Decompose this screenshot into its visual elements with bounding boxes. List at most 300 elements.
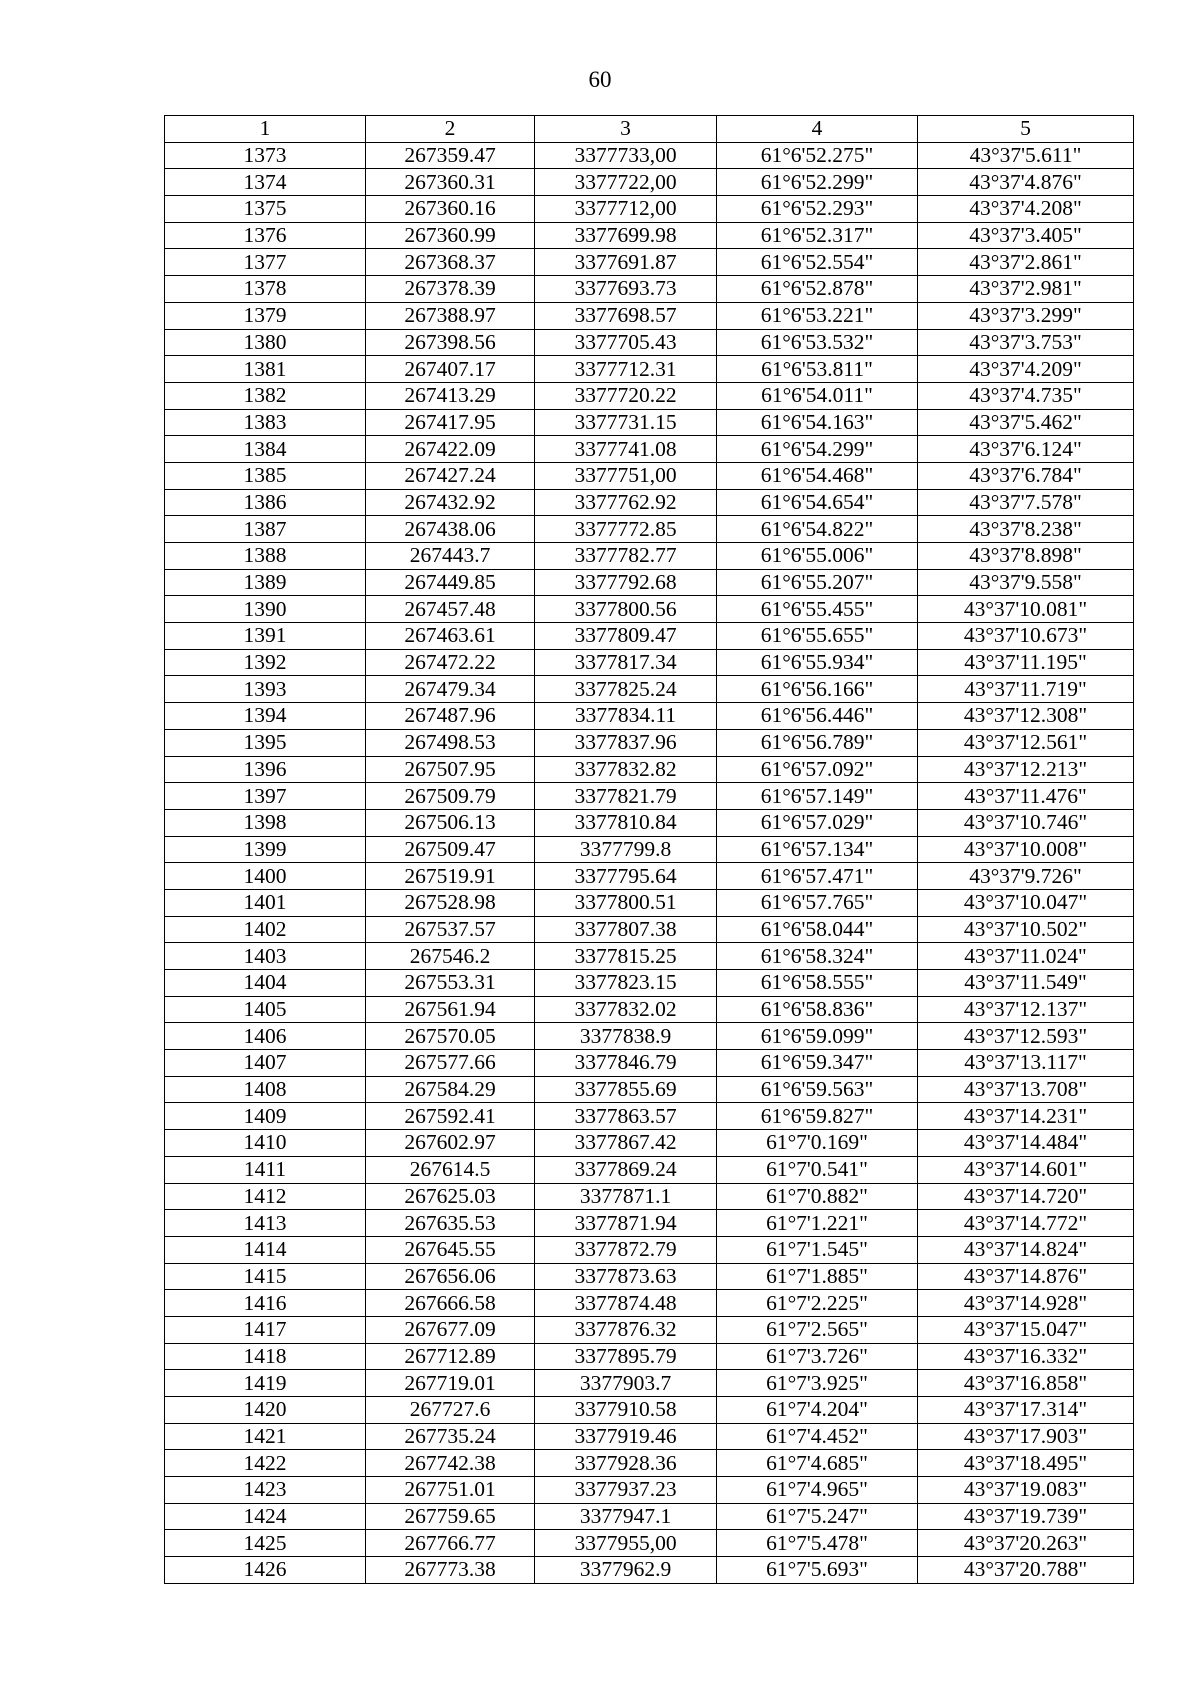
table-cell: 1396: [165, 756, 366, 783]
table-cell: 1383: [165, 409, 366, 436]
table-cell: 61°7'0.169": [717, 1130, 918, 1157]
table-cell: 3377937.23: [535, 1477, 717, 1504]
table-cell: 43°37'11.024": [918, 943, 1134, 970]
table-cell: 267719.01: [366, 1370, 535, 1397]
table-cell: 1377: [165, 249, 366, 276]
table-cell: 43°37'12.308": [918, 703, 1134, 730]
table-cell: 43°37'16.858": [918, 1370, 1134, 1397]
table-cell: 1389: [165, 569, 366, 596]
table-cell: 61°7'2.225": [717, 1290, 918, 1317]
table-row: [165, 462, 1134, 489]
table-cell: 61°6'54.011": [717, 382, 918, 409]
table-cell: 61°6'52.293": [717, 196, 918, 223]
table-cell: 43°37'6.124": [918, 436, 1134, 463]
table-cell: 43°37'17.903": [918, 1423, 1134, 1450]
table-row: [165, 943, 1134, 970]
table-cell: 3377705.43: [535, 329, 717, 356]
table-cell: 1409: [165, 1103, 366, 1130]
table-cell: 3377712,00: [535, 196, 717, 223]
table-cell: 267759.65: [366, 1503, 535, 1530]
table-cell: 61°6'58.836": [717, 996, 918, 1023]
table-cell: 1417: [165, 1316, 366, 1343]
table-row: [165, 1130, 1134, 1157]
table-cell: 267449.85: [366, 569, 535, 596]
table-cell: 3377699.98: [535, 222, 717, 249]
table-cell: 3377741.08: [535, 436, 717, 463]
table-cell: 61°7'4.452": [717, 1423, 918, 1450]
table-cell: 1386: [165, 489, 366, 516]
table-cell: 267592.41: [366, 1103, 535, 1130]
table-row: [165, 489, 1134, 516]
table-row: [165, 783, 1134, 810]
table-cell: 3377910.58: [535, 1397, 717, 1424]
table-cell: 267645.55: [366, 1236, 535, 1263]
table-cell: 267368.37: [366, 249, 535, 276]
table-cell: 1376: [165, 222, 366, 249]
table-cell: 43°37'11.195": [918, 649, 1134, 676]
table-cell: 267422.09: [366, 436, 535, 463]
table-cell: 3377832.82: [535, 756, 717, 783]
table-row: [165, 1076, 1134, 1103]
table-cell: 43°37'14.824": [918, 1236, 1134, 1263]
table-row: [165, 1450, 1134, 1477]
table-cell: 267584.29: [366, 1076, 535, 1103]
table-cell: 1425: [165, 1530, 366, 1557]
table-row: [165, 1530, 1134, 1557]
table-cell: 43°37'13.117": [918, 1050, 1134, 1077]
table-cell: 1382: [165, 382, 366, 409]
table-row: [165, 1316, 1134, 1343]
table-cell: 61°6'55.655": [717, 623, 918, 650]
table-cell: 43°37'10.047": [918, 889, 1134, 916]
table-row: [165, 596, 1134, 623]
table-cell: 267751.01: [366, 1477, 535, 1504]
table-cell: 61°6'57.134": [717, 836, 918, 863]
table-cell: 1421: [165, 1423, 366, 1450]
table-cell: 43°37'12.213": [918, 756, 1134, 783]
table-cell: 43°37'8.898": [918, 543, 1134, 570]
table-cell: 43°37'5.611": [918, 142, 1134, 169]
table-cell: 267677.09: [366, 1316, 535, 1343]
table-cell: 3377691.87: [535, 249, 717, 276]
coordinates-table: [164, 115, 1134, 1584]
table-cell: 3377800.56: [535, 596, 717, 623]
table-cell: 267773.38: [366, 1557, 535, 1584]
table-cell: 61°6'54.468": [717, 462, 918, 489]
table-cell: 3377955,00: [535, 1530, 717, 1557]
table-cell: 3377872.79: [535, 1236, 717, 1263]
table-cell: 3377731.15: [535, 409, 717, 436]
table-cell: 1393: [165, 676, 366, 703]
table-cell: 61°6'52.275": [717, 142, 918, 169]
table-cell: 1399: [165, 836, 366, 863]
table-row: [165, 142, 1134, 169]
table-cell: 1401: [165, 889, 366, 916]
column-header: 5: [918, 116, 1134, 143]
table-cell: 43°37'13.708": [918, 1076, 1134, 1103]
table-cell: 267553.31: [366, 970, 535, 997]
table-cell: 3377825.24: [535, 676, 717, 703]
table-row: [165, 169, 1134, 196]
table-cell: 3377876.32: [535, 1316, 717, 1343]
table-cell: 1415: [165, 1263, 366, 1290]
table-cell: 1395: [165, 729, 366, 756]
table-cell: 3377762.92: [535, 489, 717, 516]
table-cell: 1407: [165, 1050, 366, 1077]
table-cell: 3377782.77: [535, 543, 717, 570]
table-cell: 3377919.46: [535, 1423, 717, 1450]
table-row: [165, 1103, 1134, 1130]
table-cell: 61°7'4.965": [717, 1477, 918, 1504]
table-cell: 61°6'57.092": [717, 756, 918, 783]
table-cell: 267498.53: [366, 729, 535, 756]
table-row: [165, 436, 1134, 463]
table-cell: 61°6'56.166": [717, 676, 918, 703]
table-cell: 61°6'52.317": [717, 222, 918, 249]
table-cell: 267479.34: [366, 676, 535, 703]
table-row: [165, 729, 1134, 756]
table-cell: 3377807.38: [535, 916, 717, 943]
table-cell: 61°6'52.299": [717, 169, 918, 196]
table-cell: 3377838.9: [535, 1023, 717, 1050]
table-cell: 1413: [165, 1210, 366, 1237]
table-cell: 1410: [165, 1130, 366, 1157]
table-row: [165, 863, 1134, 890]
table-cell: 1402: [165, 916, 366, 943]
table-row: [165, 623, 1134, 650]
table-cell: 43°37'4.735": [918, 382, 1134, 409]
table-cell: 267443.7: [366, 543, 535, 570]
table-cell: 267438.06: [366, 516, 535, 543]
table-cell: 43°37'12.561": [918, 729, 1134, 756]
table-cell: 267561.94: [366, 996, 535, 1023]
table-row: [165, 1370, 1134, 1397]
table-cell: 267360.99: [366, 222, 535, 249]
table-row: [165, 1503, 1134, 1530]
table-cell: 267413.29: [366, 382, 535, 409]
table-cell: 1404: [165, 970, 366, 997]
table-cell: 1416: [165, 1290, 366, 1317]
table-row: [165, 836, 1134, 863]
table-cell: 43°37'2.981": [918, 276, 1134, 303]
table-cell: 1390: [165, 596, 366, 623]
table-cell: 61°6'54.163": [717, 409, 918, 436]
table-cell: 3377712.31: [535, 356, 717, 383]
table-cell: 267378.39: [366, 276, 535, 303]
table-cell: 3377720.22: [535, 382, 717, 409]
table-row: [165, 1210, 1134, 1237]
table-cell: 61°6'53.221": [717, 302, 918, 329]
table-cell: 61°7'0.882": [717, 1183, 918, 1210]
table-row: [165, 382, 1134, 409]
table-cell: 1378: [165, 276, 366, 303]
table-cell: 43°37'19.083": [918, 1477, 1134, 1504]
table-cell: 3377733,00: [535, 142, 717, 169]
table-cell: 1379: [165, 302, 366, 329]
table-cell: 61°6'55.207": [717, 569, 918, 596]
table-cell: 43°37'19.739": [918, 1503, 1134, 1530]
table-cell: 3377792.68: [535, 569, 717, 596]
table-row: [165, 809, 1134, 836]
table-cell: 61°6'54.822": [717, 516, 918, 543]
table-cell: 1374: [165, 169, 366, 196]
table-cell: 267463.61: [366, 623, 535, 650]
table-body: [165, 142, 1134, 1583]
table-cell: 43°37'14.484": [918, 1130, 1134, 1157]
table-cell: 61°7'1.221": [717, 1210, 918, 1237]
table-cell: 267472.22: [366, 649, 535, 676]
table-cell: 43°37'10.502": [918, 916, 1134, 943]
table-cell: 1414: [165, 1236, 366, 1263]
table-cell: 43°37'12.137": [918, 996, 1134, 1023]
table-cell: 3377817.34: [535, 649, 717, 676]
table-cell: 43°37'9.726": [918, 863, 1134, 890]
table-row: [165, 1023, 1134, 1050]
table-cell: 3377947.1: [535, 1503, 717, 1530]
table-cell: 1394: [165, 703, 366, 730]
table-cell: 1418: [165, 1343, 366, 1370]
table-row: [165, 1397, 1134, 1424]
table-cell: 3377962.9: [535, 1557, 717, 1584]
table-cell: 3377869.24: [535, 1156, 717, 1183]
table-cell: 267407.17: [366, 356, 535, 383]
table-cell: 3377698.57: [535, 302, 717, 329]
table-cell: 267398.56: [366, 329, 535, 356]
table-cell: 43°37'11.549": [918, 970, 1134, 997]
table-cell: 3377837.96: [535, 729, 717, 756]
table-cell: 43°37'3.299": [918, 302, 1134, 329]
table-cell: 61°7'2.565": [717, 1316, 918, 1343]
table-cell: 267487.96: [366, 703, 535, 730]
table-cell: 3377810.84: [535, 809, 717, 836]
table-cell: 1400: [165, 863, 366, 890]
table-row: [165, 1236, 1134, 1263]
table-row: [165, 276, 1134, 303]
table-cell: 267727.6: [366, 1397, 535, 1424]
table-row: [165, 516, 1134, 543]
table-cell: 61°6'52.878": [717, 276, 918, 303]
table-cell: 1392: [165, 649, 366, 676]
table-row: [165, 543, 1134, 570]
table-cell: 3377800.51: [535, 889, 717, 916]
table-cell: 43°37'11.476": [918, 783, 1134, 810]
table-cell: 1397: [165, 783, 366, 810]
table-cell: 1398: [165, 809, 366, 836]
table-cell: 3377874.48: [535, 1290, 717, 1317]
table-cell: 61°6'59.827": [717, 1103, 918, 1130]
table-cell: 61°6'57.471": [717, 863, 918, 890]
table-cell: 61°7'1.545": [717, 1236, 918, 1263]
table-cell: 43°37'10.673": [918, 623, 1134, 650]
table-cell: 43°37'14.720": [918, 1183, 1134, 1210]
table-cell: 61°6'57.765": [717, 889, 918, 916]
table-cell: 61°6'58.555": [717, 970, 918, 997]
table-row: [165, 703, 1134, 730]
table-row: [165, 649, 1134, 676]
table-cell: 1388: [165, 543, 366, 570]
table-cell: 3377873.63: [535, 1263, 717, 1290]
table-cell: 267519.91: [366, 863, 535, 890]
table-cell: 1423: [165, 1477, 366, 1504]
table-row: [165, 1477, 1134, 1504]
table-row: [165, 970, 1134, 997]
table-cell: 1385: [165, 462, 366, 489]
table-row: [165, 1343, 1134, 1370]
table-cell: 61°6'59.099": [717, 1023, 918, 1050]
table-cell: 267506.13: [366, 809, 535, 836]
table-cell: 267457.48: [366, 596, 535, 623]
table-cell: 61°6'54.299": [717, 436, 918, 463]
table-row: [165, 676, 1134, 703]
table-cell: 61°7'5.478": [717, 1530, 918, 1557]
table-cell: 1391: [165, 623, 366, 650]
table-cell: 61°6'52.554": [717, 249, 918, 276]
table-cell: 3377772.85: [535, 516, 717, 543]
table-cell: 43°37'11.719": [918, 676, 1134, 703]
table-cell: 43°37'4.209": [918, 356, 1134, 383]
table-cell: 43°37'18.495": [918, 1450, 1134, 1477]
table-cell: 61°6'56.446": [717, 703, 918, 730]
table-cell: 43°37'14.231": [918, 1103, 1134, 1130]
table-cell: 3377928.36: [535, 1450, 717, 1477]
table-cell: 3377815.25: [535, 943, 717, 970]
table-cell: 267635.53: [366, 1210, 535, 1237]
table-cell: 3377871.1: [535, 1183, 717, 1210]
table-cell: 1412: [165, 1183, 366, 1210]
table-cell: 267359.47: [366, 142, 535, 169]
table-cell: 61°7'4.204": [717, 1397, 918, 1424]
column-header: 1: [165, 116, 366, 143]
table-cell: 3377867.42: [535, 1130, 717, 1157]
table-cell: 267360.31: [366, 169, 535, 196]
table-cell: 267537.57: [366, 916, 535, 943]
table-cell: 3377863.57: [535, 1103, 717, 1130]
table-cell: 267427.24: [366, 462, 535, 489]
table-cell: 43°37'14.876": [918, 1263, 1134, 1290]
table-cell: 267388.97: [366, 302, 535, 329]
table-cell: 61°6'57.029": [717, 809, 918, 836]
table-cell: 1411: [165, 1156, 366, 1183]
table-cell: 61°6'55.006": [717, 543, 918, 570]
table-cell: 1405: [165, 996, 366, 1023]
table-cell: 61°6'53.532": [717, 329, 918, 356]
table-cell: 61°6'55.934": [717, 649, 918, 676]
table-cell: 267417.95: [366, 409, 535, 436]
table-cell: 3377799.8: [535, 836, 717, 863]
table-cell: 61°6'55.455": [717, 596, 918, 623]
table-cell: 267546.2: [366, 943, 535, 970]
table-cell: 267735.24: [366, 1423, 535, 1450]
table-cell: 1380: [165, 329, 366, 356]
table-row: [165, 409, 1134, 436]
table-cell: 1375: [165, 196, 366, 223]
table-cell: 43°37'20.263": [918, 1530, 1134, 1557]
table-cell: 267666.58: [366, 1290, 535, 1317]
table-cell: 3377722,00: [535, 169, 717, 196]
table-row: [165, 1156, 1134, 1183]
table-cell: 267577.66: [366, 1050, 535, 1077]
table-cell: 43°37'12.593": [918, 1023, 1134, 1050]
table-cell: 43°37'2.861": [918, 249, 1134, 276]
table-cell: 3377751,00: [535, 462, 717, 489]
table-cell: 43°37'3.405": [918, 222, 1134, 249]
table-row: [165, 1290, 1134, 1317]
table-cell: 267712.89: [366, 1343, 535, 1370]
table-cell: 3377809.47: [535, 623, 717, 650]
table-cell: 3377855.69: [535, 1076, 717, 1103]
table-cell: 1422: [165, 1450, 366, 1477]
column-header: 3: [535, 116, 717, 143]
table-row: [165, 356, 1134, 383]
table-cell: 1419: [165, 1370, 366, 1397]
table-cell: 3377903.7: [535, 1370, 717, 1397]
table-cell: 3377821.79: [535, 783, 717, 810]
table-header-row: [165, 116, 1134, 143]
table-cell: 1408: [165, 1076, 366, 1103]
table-cell: 61°7'5.247": [717, 1503, 918, 1530]
table-cell: 43°37'6.784": [918, 462, 1134, 489]
table-cell: 61°6'59.347": [717, 1050, 918, 1077]
table-cell: 43°37'4.876": [918, 169, 1134, 196]
table-cell: 43°37'14.928": [918, 1290, 1134, 1317]
table-cell: 267570.05: [366, 1023, 535, 1050]
table-row: [165, 996, 1134, 1023]
table-cell: 43°37'16.332": [918, 1343, 1134, 1370]
table-cell: 61°7'3.726": [717, 1343, 918, 1370]
table-row: [165, 916, 1134, 943]
table-cell: 1387: [165, 516, 366, 543]
table-cell: 1406: [165, 1023, 366, 1050]
table-cell: 61°7'1.885": [717, 1263, 918, 1290]
table-cell: 3377795.64: [535, 863, 717, 890]
column-header: 4: [717, 116, 918, 143]
table-cell: 1373: [165, 142, 366, 169]
table-cell: 61°6'54.654": [717, 489, 918, 516]
table-cell: 61°6'56.789": [717, 729, 918, 756]
table-cell: 61°7'4.685": [717, 1450, 918, 1477]
table-cell: 267742.38: [366, 1450, 535, 1477]
table-cell: 1426: [165, 1557, 366, 1584]
table-cell: 1420: [165, 1397, 366, 1424]
table-cell: 61°7'0.541": [717, 1156, 918, 1183]
table-row: [165, 569, 1134, 596]
table-cell: 43°37'10.008": [918, 836, 1134, 863]
table-cell: 3377832.02: [535, 996, 717, 1023]
table-cell: 61°7'3.925": [717, 1370, 918, 1397]
table-cell: 267766.77: [366, 1530, 535, 1557]
table-row: [165, 1423, 1134, 1450]
table-cell: 43°37'17.314": [918, 1397, 1134, 1424]
table-cell: 267528.98: [366, 889, 535, 916]
table-cell: 3377895.79: [535, 1343, 717, 1370]
table-cell: 1381: [165, 356, 366, 383]
table-cell: 1424: [165, 1503, 366, 1530]
table-row: [165, 222, 1134, 249]
table-cell: 267656.06: [366, 1263, 535, 1290]
table-cell: 43°37'10.081": [918, 596, 1134, 623]
table-cell: 267360.16: [366, 196, 535, 223]
table-cell: 267509.79: [366, 783, 535, 810]
table-row: [165, 756, 1134, 783]
table-cell: 267602.97: [366, 1130, 535, 1157]
table-cell: 3377693.73: [535, 276, 717, 303]
column-header: 2: [366, 116, 535, 143]
table-row: [165, 329, 1134, 356]
table-cell: 43°37'3.753": [918, 329, 1134, 356]
table-cell: 267509.47: [366, 836, 535, 863]
table-cell: 43°37'14.772": [918, 1210, 1134, 1237]
table-cell: 61°6'58.044": [717, 916, 918, 943]
